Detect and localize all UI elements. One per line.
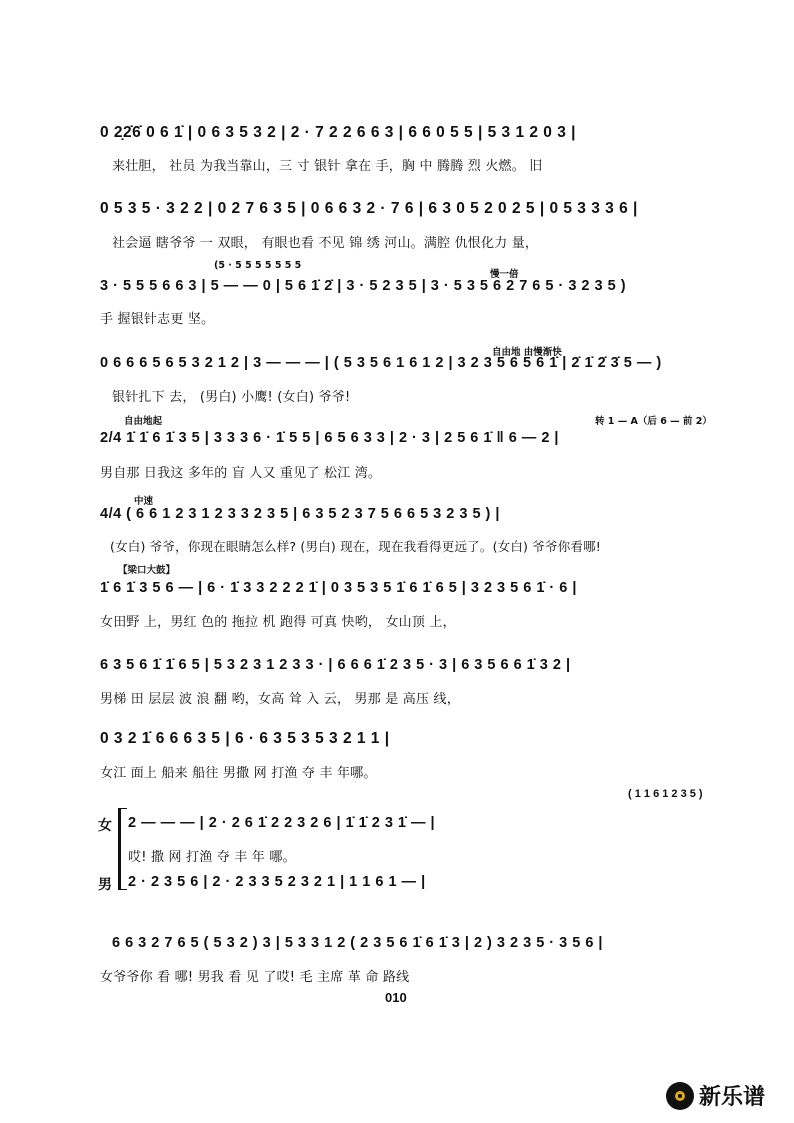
notes-row-1: 0 2̣2̇6̇ 0 6 1̇ | 0 6 3 5 3 2 | 2 · 7 2 2 6 6 3 | 6 6 0 5 5 | 5 3 1 2 0 3 | <box>100 124 576 141</box>
lyric-row-10: 女爷爷你 看 哪! 男我 看 见 了哎! 毛 主席 革 命 路线 <box>100 970 410 985</box>
male-voice-label: 男 <box>98 877 112 893</box>
page-number: 010 <box>385 990 407 1005</box>
transpose-mark: 转 1 — A（后 6 — 前 2） <box>595 416 712 427</box>
notes-row-6: 4/4 ( 6 6 1 2 3 1 2 3 3 2 3 5 | 6 3 5 2 3 7 5 6 6 5 3 2 3 5 ) | <box>100 506 500 522</box>
free-mark: 自由地 由慢渐快 <box>492 347 562 358</box>
notes-row-5: 2/4 1̇ 1̇ 6 1̇ 3 5 | 3 3 3 6 · 1̇ 5 5 | 6 5 6 3 3 | 2 · 3 | 2 5 6 1̇ ‖ 6 — 2 | <box>100 430 559 446</box>
lyric-row-5: 男自那 日我这 多年的 盲 人又 重见了 松江 湾。 <box>100 466 382 481</box>
notes-row-10: 6 6 3 2 7 6 5 ( 5 3 2 ) 3 | 5 3 3 1 2 ( 2 3 5 6 1̇ 6 1̇ 3 | 2 ) 3 2 3 5 · 3 5 6 | <box>112 935 603 951</box>
lyric-row-9: 女江 面上 船来 船往 男撒 网 打渔 夺 丰 年哪。 <box>100 766 377 781</box>
system-brace <box>118 808 127 890</box>
tempo-mark: 中速 <box>134 496 154 507</box>
female-voice-label: 女 <box>98 818 112 834</box>
notes-row-4: 0 6 6 6 5 6 5 3 2 1 2 | 3 — — — | ( 5 3 5 6 1 6 1 2 | 3 2 3 5 6 5 6 1̇ | 2̇ 1̇ 2̇ 3̇ 5 — ) <box>100 355 662 371</box>
lyric-row-2: 社会逼 瞎爷爷 一 双眼， 有眼也看 不见 锦 绣 河山。满腔 仇恨化力 量， <box>112 236 539 251</box>
lyric-row-7: 女田野 上，男红 色的 拖拉 机 跑得 可真 快哟， 女山顶 上， <box>100 615 456 630</box>
lyric-row-6: (女白) 爷爷，你现在眼睛怎么样? (男白) 现在，现在我看得更远了。(女白) 爷爷你看哪! <box>110 539 602 554</box>
free-start-mark: 自由地起 <box>124 416 163 427</box>
notes-row-2: 0 5 3 5 · 3 2 2 | 0 2 7 6 3 5 | 0 6 6 3 2 · 7 6 | 6 3 0 5 2 0 2 5 | 0 5 3 3 3 6 | <box>100 200 638 217</box>
lyric-row-3: 手 握银针志更 坚。 <box>100 312 215 327</box>
lyric-row-1: 来壮胆， 社员 为我当靠山，三 寸 银针 拿在 手，胸 中 腾腾 烈 火燃。 旧 <box>112 159 543 174</box>
brand-name: 新乐谱 <box>699 1085 766 1110</box>
notes-male: 2 · 2 3 5 6 | 2 · 2 3 3 5 2 3 2 1 | 1 1 6 1 — | <box>128 874 426 890</box>
record-disc-icon <box>666 1082 694 1110</box>
lyric-row-8: 男梯 田 层层 波 浪 翻 哟，女高 耸 入 云， 男那 是 高压 线， <box>100 692 460 707</box>
notes-row-8: 6 3 5 6 1̇ 1̇ 6 5 | 5 3 2 3 1 2 3 3 · | 6 6 6 1̇ 2 3 5 · 3 | 6 3 5 6 6 1̇ 3 2 | <box>100 657 571 673</box>
slow-mark: 慢一倍 <box>490 269 519 280</box>
instrument-mark: 【梁口大鼓】 <box>118 565 176 576</box>
notes-row-7: 1̇ 6 1̇ 3 5 6 — | 6 · 1̇ 3 3 2 2 2 1̇ | 0 3 5 3 5 1̇ 6 1̇ 6 5 | 3 2 3 5 6 1̇ · 6 | <box>100 580 577 596</box>
brand-logo <box>666 1080 765 1111</box>
intro-mark: (5 · 5 5 5 5 5 5 5 <box>214 260 302 271</box>
notes-row-3: 3 · 5 5 5 6 6 3 | 5 — — 0 | 5 6 1̇ 2̇ | 3 · 5 2 3 5 | 3 · 5 3 5 6 2 7 6 5 · 3 2 3 5 ) <box>100 278 627 294</box>
parenthetical-notes: ( 1 1 6 1 2 3 5 ) <box>628 788 703 800</box>
lyric-female: 哎! 撒 网 打渔 夺 丰 年 哪。 <box>128 850 296 865</box>
notes-female: 2 — — — | 2 · 2 6 1̇ 2 2 3 2 6 | 1̇ 1̇ 2 3 1̇ — | <box>128 815 436 831</box>
lyric-row-4: 银针扎下 去， (男白) 小鹰! (女白) 爷爷! <box>112 390 351 405</box>
notes-row-9: 0 3 2 1̇ 6 6 6 3 5 | 6 · 6 3 5 3 5 3 2 1 1 | <box>100 730 390 747</box>
